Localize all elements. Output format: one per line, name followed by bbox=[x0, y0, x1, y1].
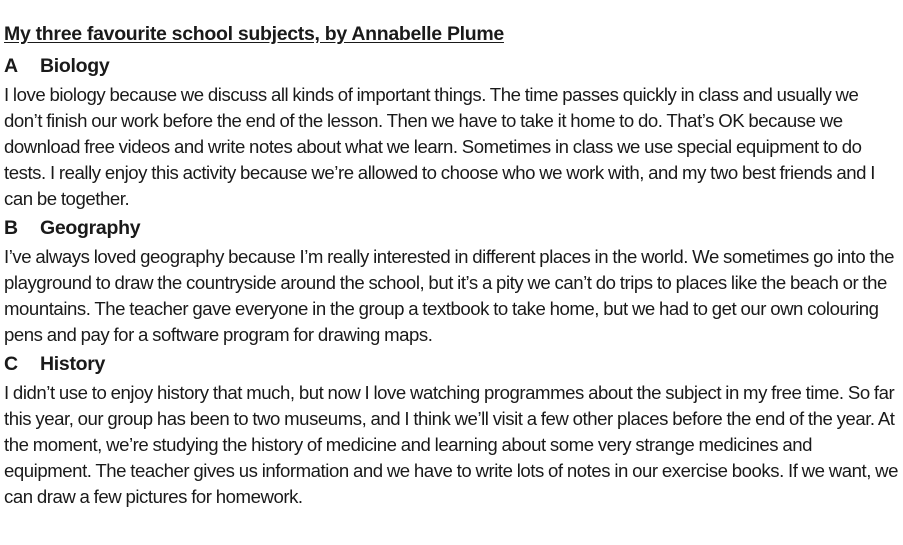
section-subject: Geography bbox=[40, 217, 141, 239]
section-heading bbox=[4, 54, 899, 78]
section-biology bbox=[4, 54, 899, 212]
section-paragraph: I didn’t use to enjoy history that much, but now I love watching programmes about the subject in my free time. So far this year, our group has been to two museums, and I think we’ll visit a few other places before the end of the year. At the moment, we’re studying the history of medicine and learning about some very strange medicines and equipment. The teacher gives us information and we have to write lots of notes in our exercise books. If we want, we can draw a few pictures for homework. bbox=[4, 382, 899, 507]
section-subject: Biology bbox=[40, 55, 110, 77]
section-history bbox=[4, 352, 899, 510]
section-heading bbox=[4, 352, 899, 376]
section-subject: History bbox=[40, 353, 106, 375]
section-heading bbox=[4, 216, 899, 240]
section-paragraph: I’ve always loved geography because I’m really interested in different places in the world. We sometimes go into the playground to draw the countryside around the school, but it’s a pity we can’t do trips to places like the beach or the mountains. The teacher gave everyone in the group a textbook to take home, but we had to get our own colouring pens and pay for a software program for drawing maps. bbox=[4, 246, 894, 345]
document-title: My three favourite school subjects, by Annabelle Plume bbox=[4, 23, 504, 45]
section-paragraph: I love biology because we discuss all kinds of important things. The time passes quickly in class and usually we don’t finish our work before the end of the lesson. Then we have to take it home to do. That’s OK because we download free videos and write notes about what we learn. Sometimes in class we use special equipment to do tests. I really enjoy this activity because we’re allowed to choose who we work with, and my two best friends and I can be together. bbox=[4, 84, 875, 209]
document-page bbox=[4, 22, 899, 514]
section-letter: C bbox=[4, 353, 18, 375]
section-letter: B bbox=[4, 217, 18, 239]
section-letter: A bbox=[4, 55, 18, 77]
section-geography bbox=[4, 216, 899, 348]
